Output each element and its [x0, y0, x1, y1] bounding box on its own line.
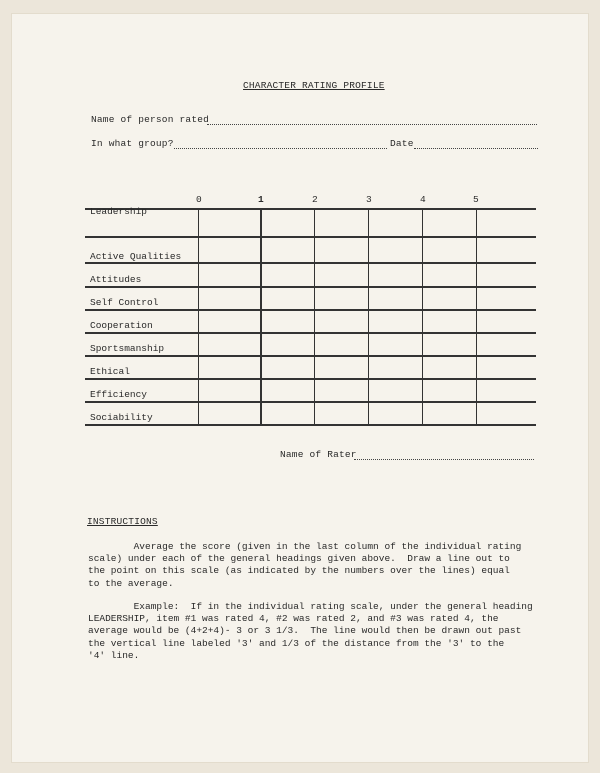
row-label-sportsmanship: Sportsmanship: [90, 343, 165, 354]
grid-column-line-2: [314, 208, 315, 425]
grid-line: [85, 424, 536, 426]
grid-line: [85, 332, 536, 334]
form-title: CHARACTER RATING PROFILE: [243, 80, 385, 91]
group-line[interactable]: [174, 148, 387, 149]
scale-number-1: 1: [258, 194, 264, 205]
scale-number-2: 2: [312, 194, 318, 205]
grid-column-line-4: [422, 208, 423, 425]
grid-line: [85, 309, 536, 311]
row-label-leadership: Leadership: [90, 206, 148, 217]
row-label-sociability: Sociability: [90, 412, 153, 423]
grid-column-line-3: [368, 208, 369, 425]
grid-column-line-5: [476, 208, 477, 425]
date-line[interactable]: [414, 148, 538, 149]
group-label: In what group?: [91, 138, 174, 149]
scale-number-4: 4: [420, 194, 426, 205]
instructions-paragraph-2: Example: If in the individual rating scale, under the general heading LEADERSHIP, item #1 was rated 4, #2 was rated 2, and #3 was rated 4, the average would be (4+2+4)- 3 or 3 1/3. The line would then be drawn out past the vertical line labeled '3' and 1/3 of the distance from the '3' to the '4' line.: [88, 601, 533, 661]
row-label-efficiency: Efficiency: [90, 389, 148, 400]
row-label-ethical: Ethical: [90, 366, 130, 377]
grid-column-line-1: [260, 208, 262, 425]
grid-line: [85, 208, 536, 210]
grid-line: [85, 355, 536, 357]
row-label-cooperation: Cooperation: [90, 320, 153, 331]
instructions-paragraph-1: Average the score (given in the last column of the individual rating scale) under each of the general headings given above. Draw a line out to the point on this scale (as indicated by the numbers over the lines) equal to the average.: [88, 541, 522, 589]
rater-label: Name of Rater: [280, 449, 357, 460]
instructions-heading: INSTRUCTIONS: [87, 516, 158, 527]
grid-line: [85, 236, 536, 238]
grid-line: [85, 378, 536, 380]
rater-line[interactable]: [354, 459, 534, 460]
name-rated-label: Name of person rated: [91, 114, 210, 125]
row-label-attitudes: Attitudes: [90, 274, 142, 285]
grid-line: [85, 262, 536, 264]
scale-number-5: 5: [473, 194, 479, 205]
scale-number-3: 3: [366, 194, 372, 205]
row-label-self-control: Self Control: [90, 297, 159, 308]
rating-form-page: [12, 14, 588, 762]
scale-number-0: 0: [196, 194, 202, 205]
grid-line: [85, 286, 536, 288]
name-rated-line[interactable]: [207, 124, 537, 125]
row-label-active-qualities: Active Qualities: [90, 251, 182, 262]
grid-line: [85, 401, 536, 403]
grid-column-line-0: [198, 208, 199, 425]
date-label: Date: [390, 138, 414, 149]
